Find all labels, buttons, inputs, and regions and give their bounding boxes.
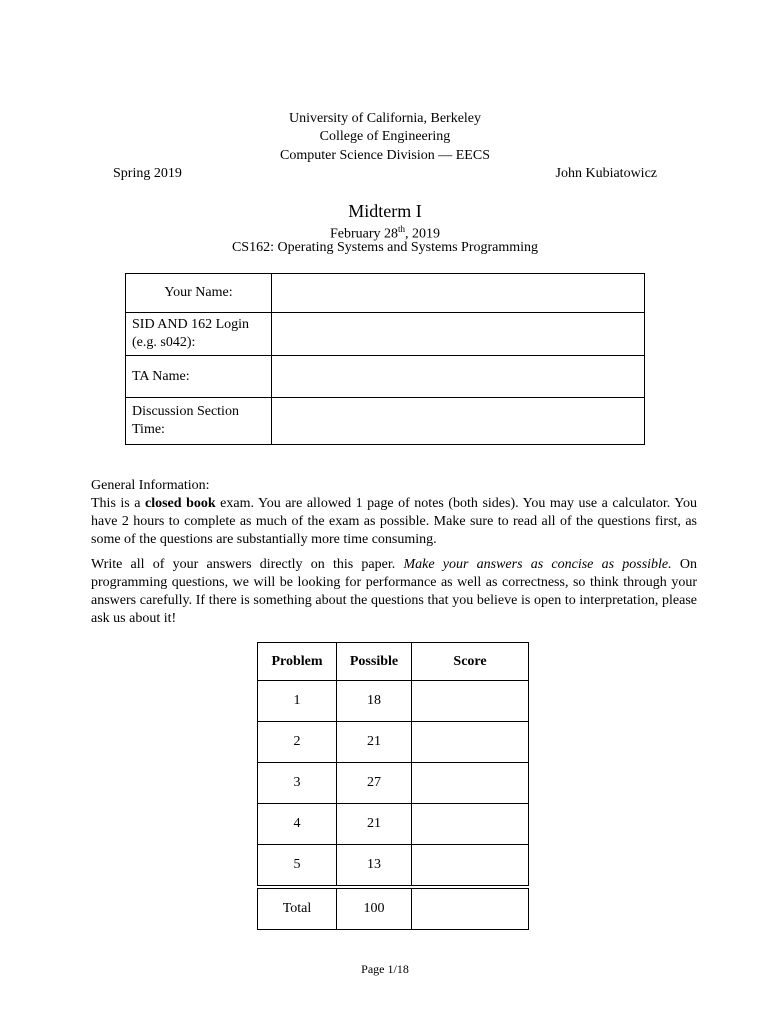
total-score-cell[interactable] xyxy=(412,887,529,930)
page-number: Page 1/18 xyxy=(361,962,409,976)
score-cell[interactable] xyxy=(412,763,529,804)
general-info-paragraph-2 xyxy=(91,556,697,628)
discussion-section-field[interactable] xyxy=(272,398,645,445)
score-table xyxy=(257,642,529,930)
total-row xyxy=(258,887,529,930)
table-row xyxy=(258,804,529,845)
info-row-name xyxy=(126,274,645,313)
college-name: College of Engineering xyxy=(319,129,451,144)
score-cell[interactable] xyxy=(412,681,529,722)
p1-text-a: This is a xyxy=(91,496,145,511)
exam-date-prefix: February 28 xyxy=(329,226,399,242)
exam-date-sup: th xyxy=(398,224,406,234)
total-label: Total xyxy=(258,887,337,930)
problem-number: 4 xyxy=(258,804,337,845)
possible-points: 18 xyxy=(337,681,412,722)
student-info-table xyxy=(125,273,645,445)
exam-title: Midterm I xyxy=(348,201,422,221)
p2-italic: Make your answers as concise as possible. xyxy=(403,557,672,572)
problem-number: 1 xyxy=(258,681,337,722)
p2-text-b: On programming questions, we will be looking for performance as well as correctness, so think through your answers carefully. If there is something about the questions that you believe is open to interpretation, please ask us about it! xyxy=(91,557,697,626)
total-possible: 100 xyxy=(337,887,412,930)
info-label: Your Name: xyxy=(126,274,272,313)
your-name-field[interactable] xyxy=(272,274,645,313)
university-name: University of California, Berkeley xyxy=(288,111,482,126)
general-info-paragraph-1 xyxy=(91,495,697,549)
p1-text-b: exam. You are allowed 1 page of notes (both sides). You may use a calculator. You have 2 hours to complete as much of the exam as possible. Make sure to read all of the questions first, as some of the questions are substantially more time consuming. xyxy=(91,496,697,547)
ta-name-field[interactable] xyxy=(272,356,645,398)
exam-date-suffix: , 2019 xyxy=(405,226,441,242)
score-table-header xyxy=(258,643,529,681)
info-label: SID AND 162 Login (e.g. s042): xyxy=(126,313,272,356)
info-row-sid xyxy=(126,313,645,356)
score-cell[interactable] xyxy=(412,845,529,888)
p2-text-a: Write all of your answers directly on this paper. xyxy=(91,557,404,572)
course-name: CS162: Operating Systems and Systems Programming xyxy=(231,240,539,255)
p1-bold: closed book xyxy=(145,496,216,511)
instructor: John Kubiatowicz xyxy=(555,166,657,181)
score-cell[interactable] xyxy=(412,722,529,763)
problem-number: 5 xyxy=(258,845,337,888)
score-cell[interactable] xyxy=(412,804,529,845)
header-score: Score xyxy=(412,643,529,681)
header-possible: Possible xyxy=(337,643,412,681)
table-row xyxy=(258,722,529,763)
info-label: TA Name: xyxy=(126,356,272,398)
table-row xyxy=(258,681,529,722)
possible-points: 27 xyxy=(337,763,412,804)
info-label: Discussion Section Time: xyxy=(126,398,272,445)
division-name: Computer Science Division — EECS xyxy=(280,148,490,163)
general-info-heading: General Information: xyxy=(91,478,210,493)
table-row xyxy=(258,845,529,888)
possible-points: 21 xyxy=(337,722,412,763)
possible-points: 21 xyxy=(337,804,412,845)
info-row-section xyxy=(126,398,645,445)
problem-number: 2 xyxy=(258,722,337,763)
problem-number: 3 xyxy=(258,763,337,804)
header-problem: Problem xyxy=(258,643,337,681)
info-row-ta xyxy=(126,356,645,398)
possible-points: 13 xyxy=(337,845,412,888)
sid-login-field[interactable] xyxy=(272,313,645,356)
table-row xyxy=(258,763,529,804)
semester: Spring 2019 xyxy=(113,166,182,181)
